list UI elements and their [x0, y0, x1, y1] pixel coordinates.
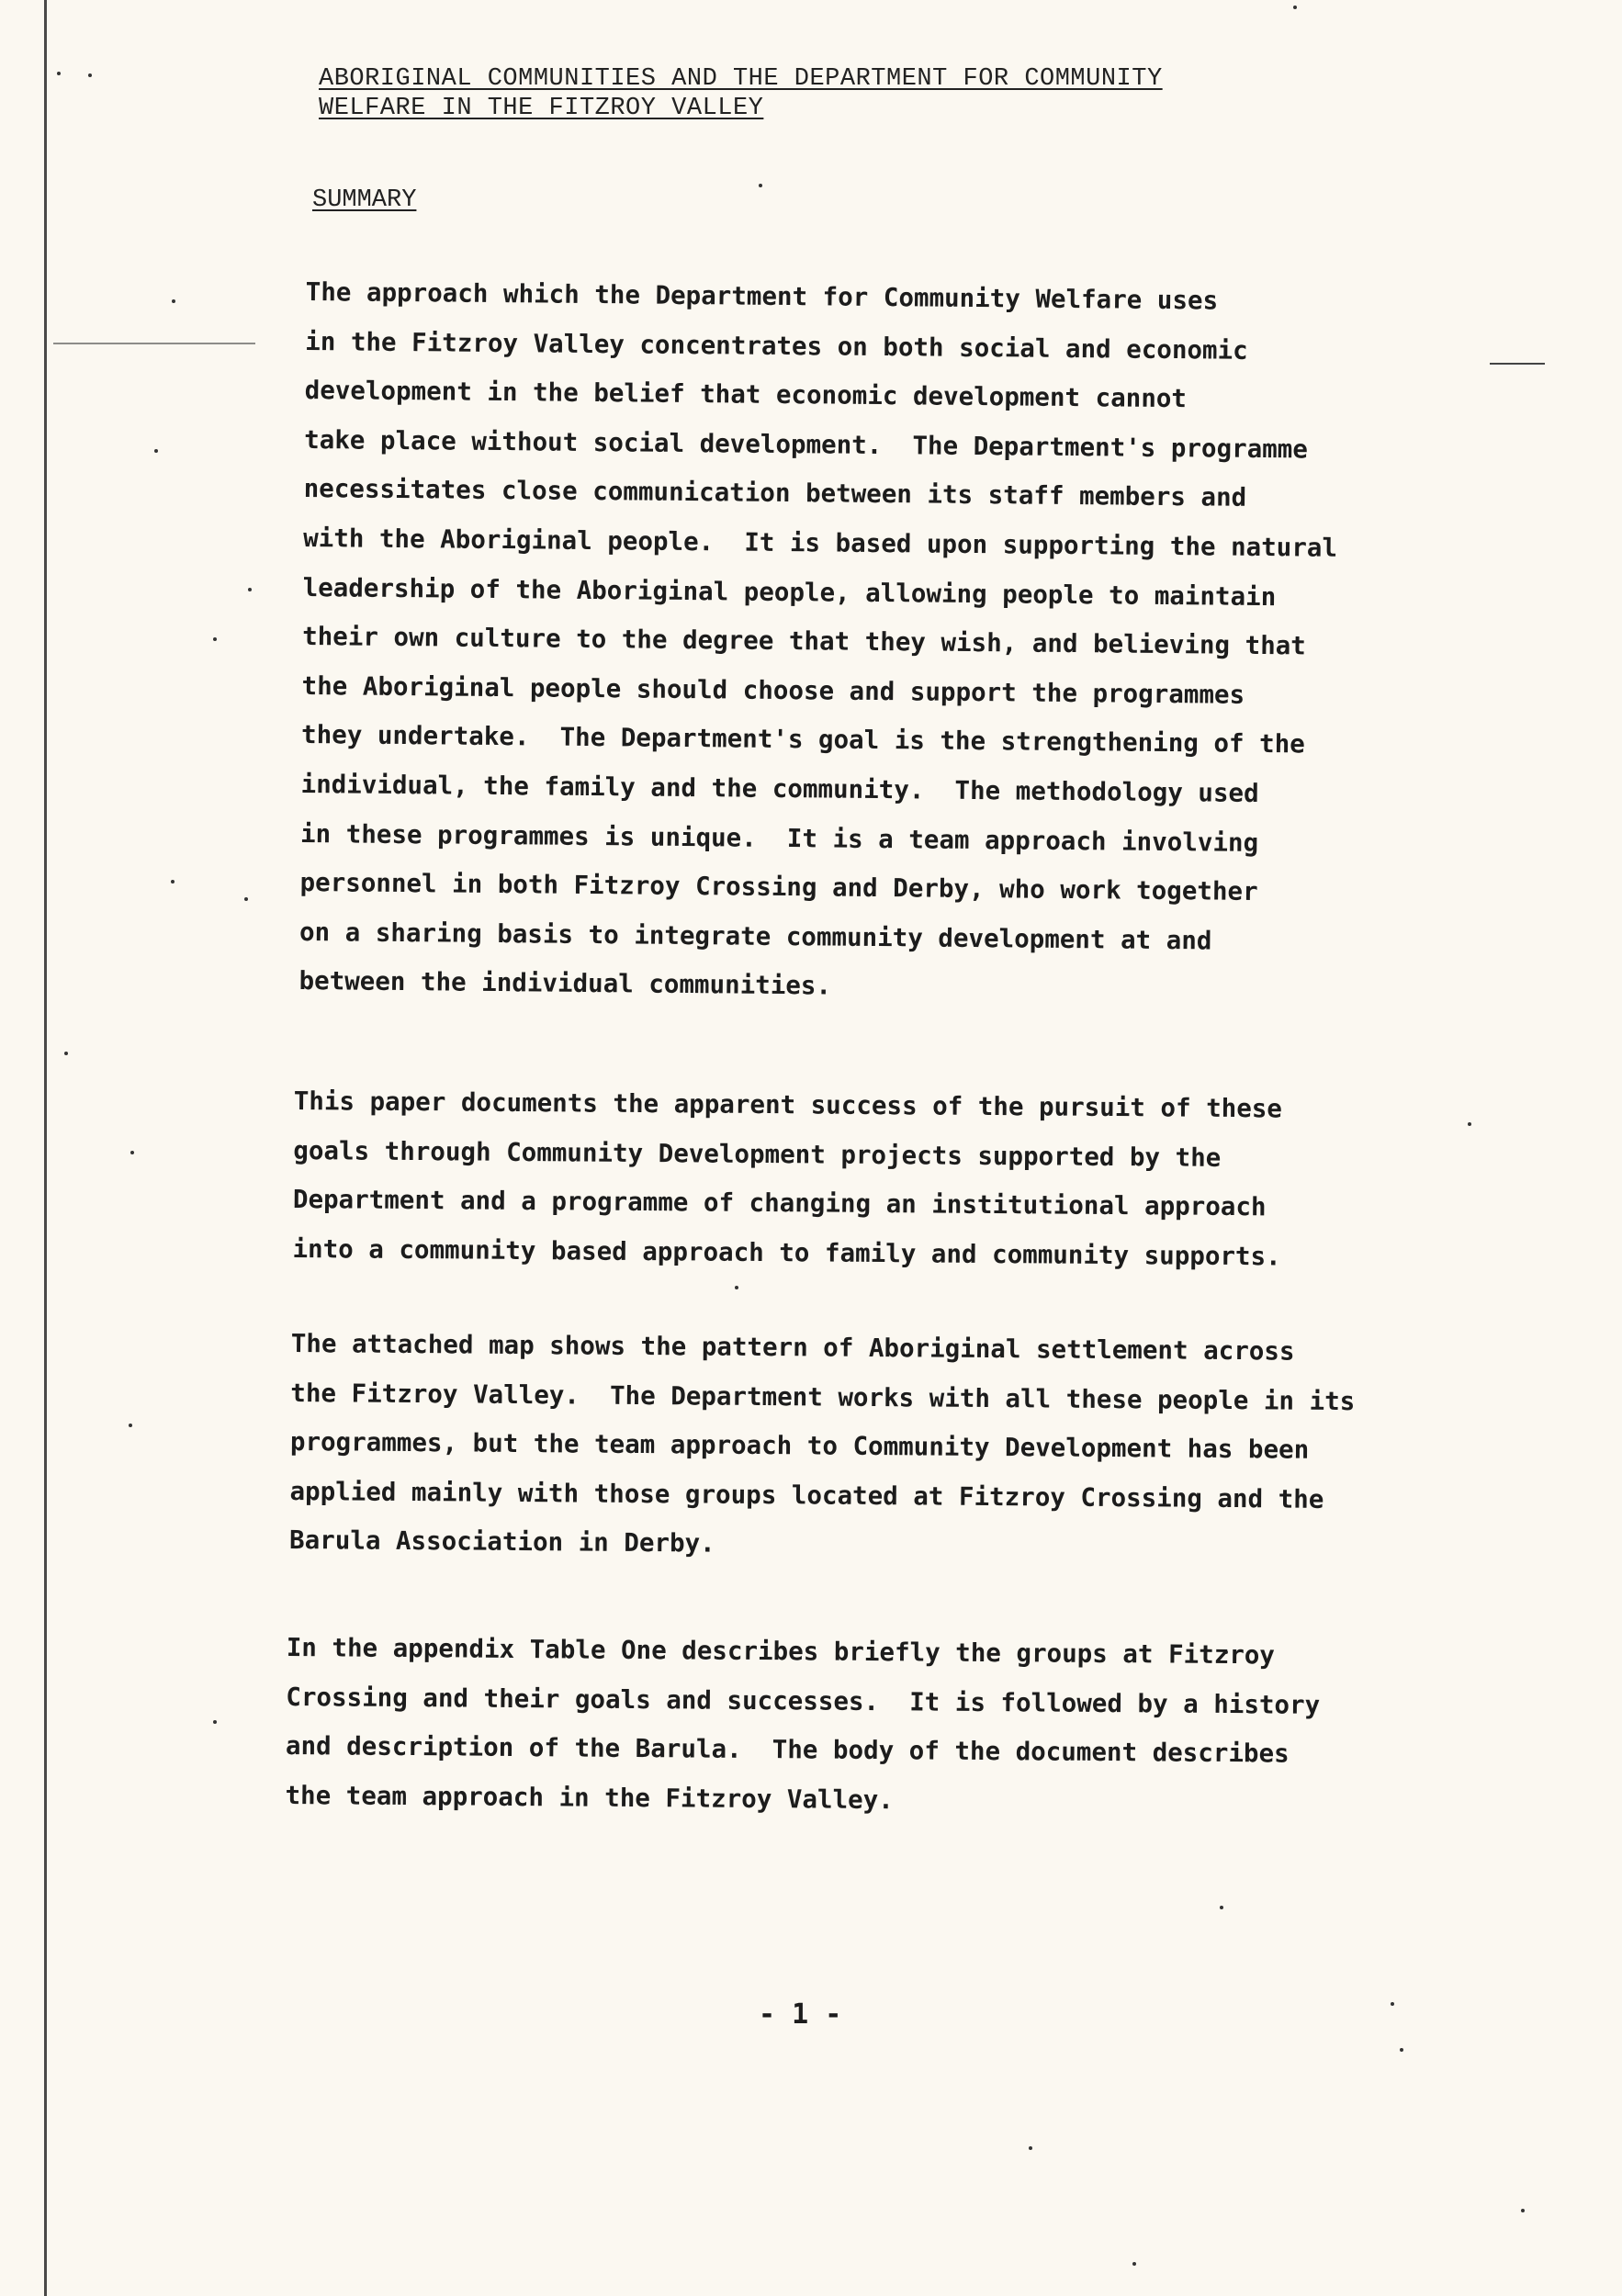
text-line: In the appendix Table One describes briefly the groups at Fitzroy	[286, 1632, 1276, 1671]
text-line: individual, the family and the community. The methodology used	[300, 769, 1259, 808]
text-line: applied mainly with those groups located at Fitzroy Crossing and the	[289, 1476, 1324, 1514]
scan-speck	[88, 73, 92, 77]
summary-paragraph-3	[289, 1320, 1458, 1575]
scan-speck	[213, 637, 217, 641]
text-line: The attached map shows the pattern of Aboriginal settlement across	[290, 1328, 1295, 1367]
text-line: the Fitzroy Valley. The Department works with all these people in its	[290, 1378, 1356, 1416]
scan-speck	[1521, 2209, 1525, 2212]
scan-speck	[129, 1424, 132, 1427]
scan-speck	[248, 588, 252, 591]
left-margin-rule	[44, 0, 47, 2296]
document-title-line: ABORIGINAL COMMUNITIES AND THE DEPARTMENT FOR COMMUNITY	[319, 65, 1163, 93]
section-heading-summary: SUMMARY	[312, 186, 417, 214]
text-line: leadership of the Aboriginal people, allowing people to maintain	[302, 572, 1277, 612]
scan-speck	[1400, 2048, 1403, 2052]
scan-speck	[759, 184, 762, 187]
scan-speck	[213, 1720, 217, 1724]
document-title-line: WELFARE IN THE FITZROY VALLEY	[319, 95, 764, 122]
text-line: Department and a programme of changing an institutional approach	[292, 1185, 1267, 1222]
text-line: and description of the Barula. The body of the document describes	[285, 1731, 1290, 1769]
text-line: personnel in both Fitzroy Crossing and Derby, who work together	[299, 868, 1258, 907]
scan-speck	[154, 449, 158, 453]
scan-speck	[1220, 1906, 1223, 1909]
scan-speck	[735, 1286, 738, 1289]
text-line: in the Fitzroy Valley concentrates on both social and economic	[305, 326, 1248, 366]
scan-speck	[171, 880, 175, 884]
text-line: Barula Association in Derby.	[288, 1525, 715, 1559]
scan-speck	[1029, 2146, 1032, 2150]
summary-paragraph-4	[285, 1624, 1453, 1829]
text-line: the Aboriginal people should choose and support the programmes	[301, 670, 1245, 710]
text-line: the team approach in the Fitzroy Valley.	[285, 1780, 894, 1815]
scan-speck	[1391, 2002, 1394, 2006]
scan-mark	[53, 343, 255, 344]
text-line: take place without social development. The Department's programme	[304, 424, 1309, 465]
scan-mark	[1490, 363, 1545, 365]
text-line: programmes, but the team approach to Community Development has been	[289, 1427, 1310, 1465]
text-line: on a sharing basis to integrate community development at and	[298, 917, 1212, 956]
scan-speck	[1293, 6, 1297, 9]
scan-speck	[64, 1052, 68, 1055]
summary-paragraph-1	[298, 268, 1472, 1018]
scan-speck	[1468, 1122, 1471, 1126]
text-line: This paper documents the apparent success of the pursuit of these	[293, 1086, 1283, 1124]
text-line: with the Aboriginal people. It is based upon supporting the natural	[303, 523, 1338, 563]
scan-speck	[172, 299, 175, 303]
text-line: their own culture to the degree that they wish, and believing that	[301, 622, 1306, 661]
text-line: The approach which the Department for Community Welfare uses	[305, 276, 1219, 316]
text-line: between the individual communities.	[298, 966, 832, 1001]
text-line: necessitates close communication between its staff members and	[303, 474, 1247, 513]
text-line: they undertake. The Department's goal is the strengthening of the	[300, 720, 1305, 760]
text-line: development in the belief that economic development cannot	[304, 376, 1188, 414]
text-line: Crossing and their goals and successes. It is followed by a history	[286, 1682, 1321, 1720]
scan-speck	[1132, 2262, 1136, 2266]
text-line: into a community based approach to family and community supports.	[292, 1233, 1281, 1272]
document-title	[319, 64, 1163, 123]
scan-speck	[130, 1151, 134, 1154]
text-line: in these programmes is unique. It is a team approach involving	[299, 818, 1259, 858]
scan-speck	[57, 72, 61, 75]
page-number: - 1 -	[759, 1998, 842, 2031]
scan-speck	[244, 897, 248, 901]
text-line: goals through Community Development projects supported by the	[293, 1135, 1222, 1173]
summary-paragraph-2	[292, 1077, 1460, 1283]
